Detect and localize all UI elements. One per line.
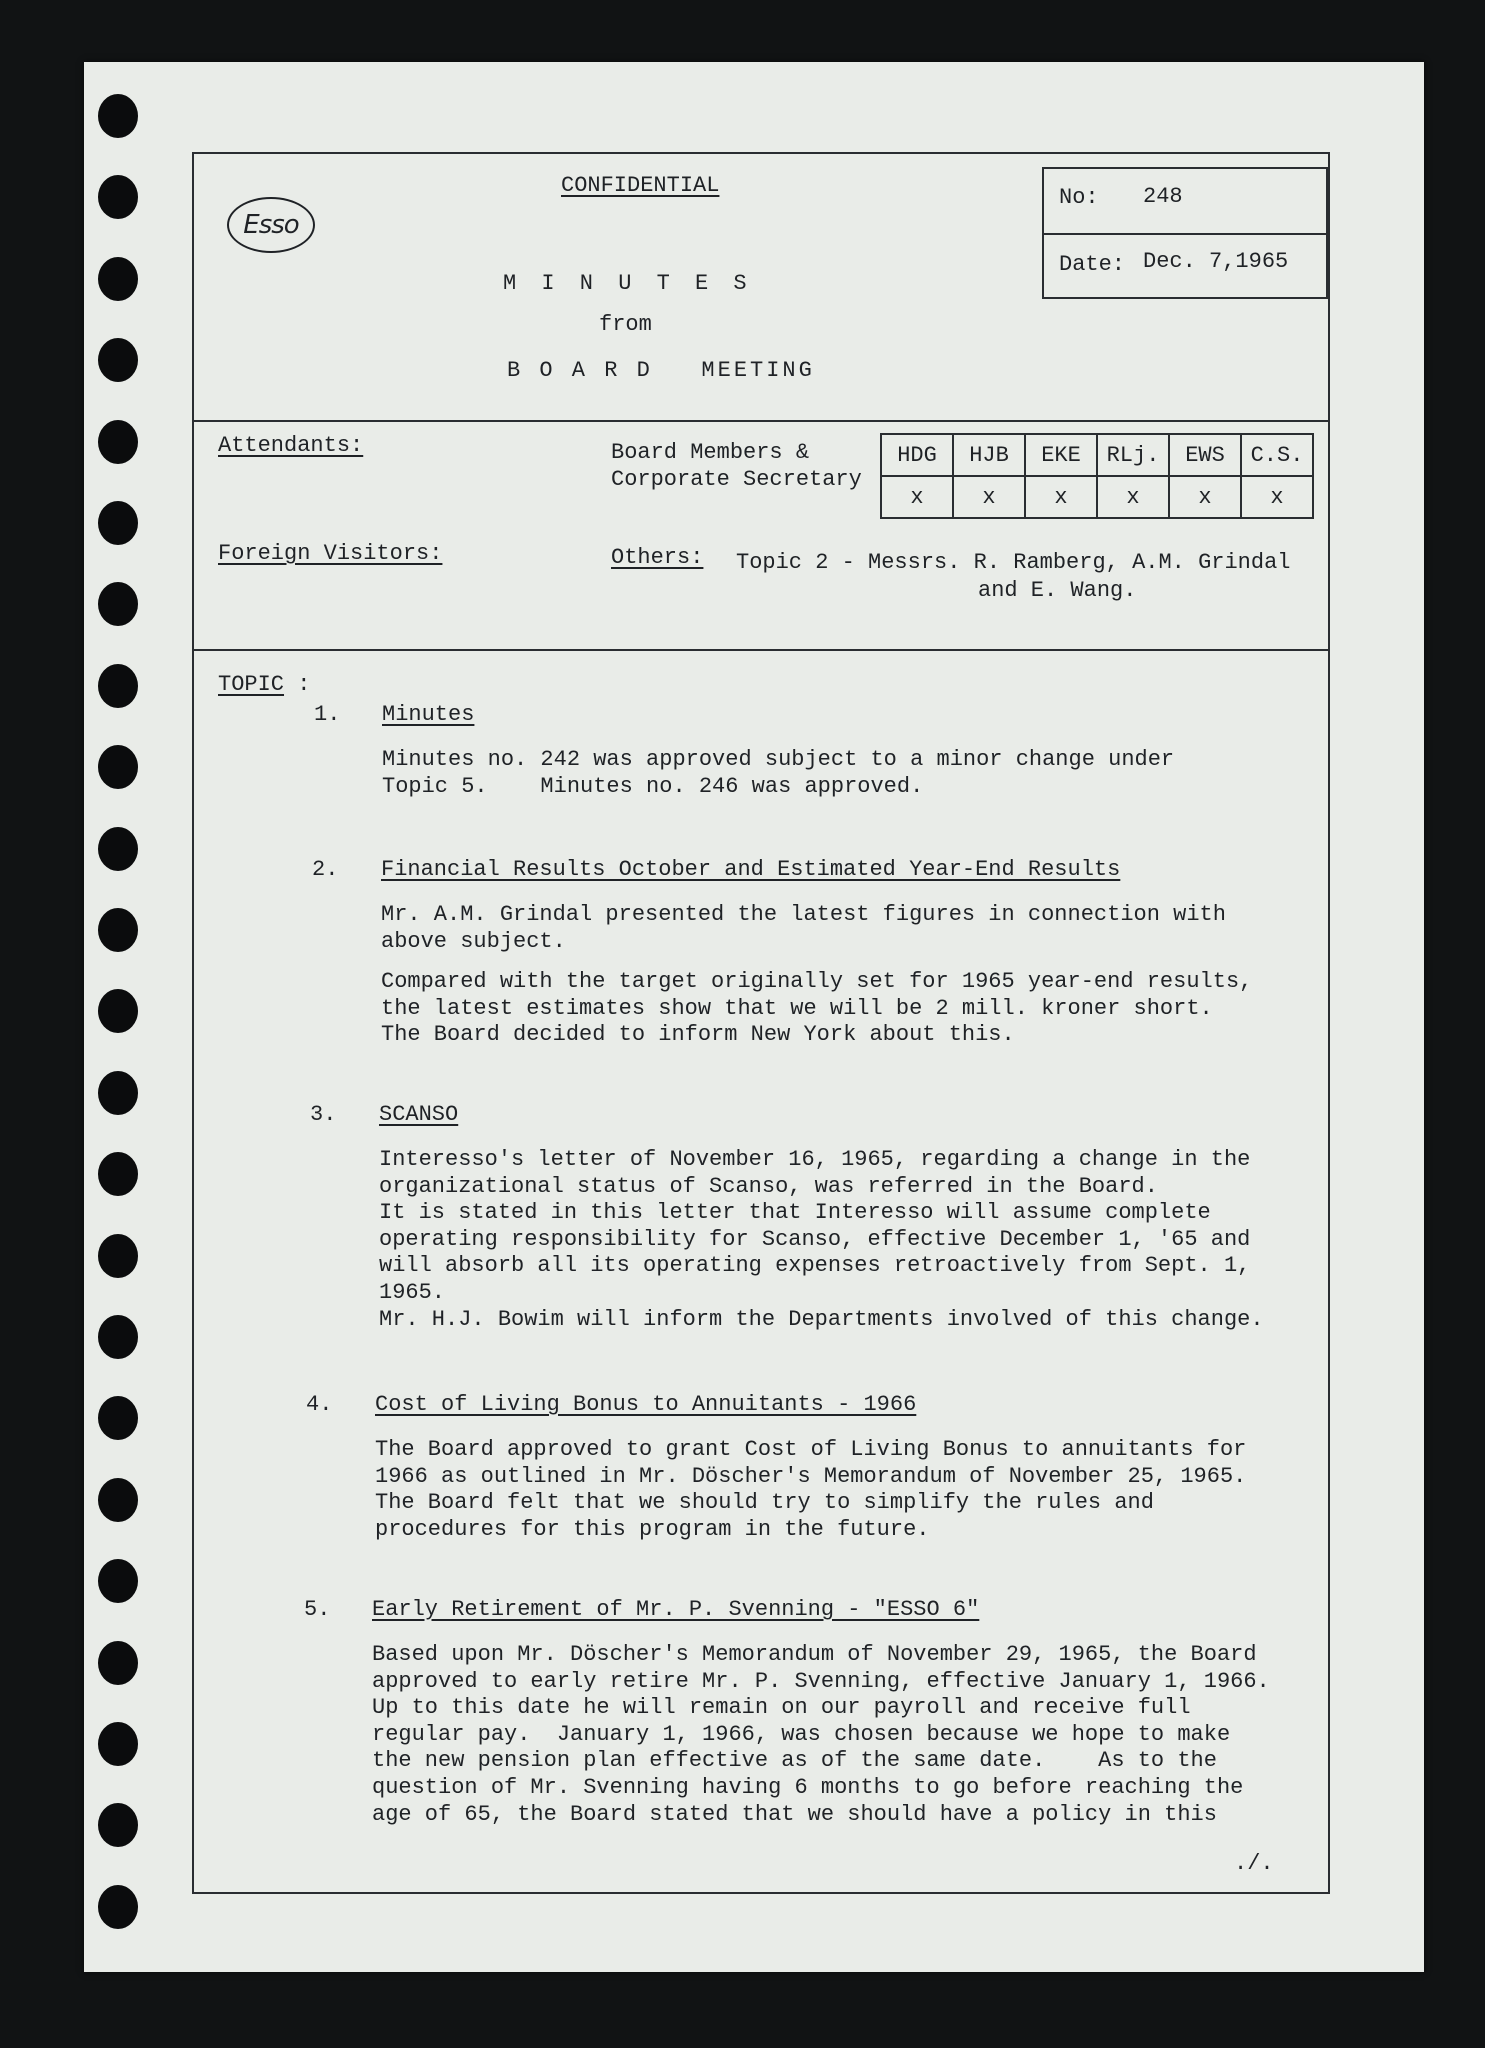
binder-hole — [98, 501, 138, 545]
foreign-visitors-label: Foreign Visitors: — [218, 541, 443, 566]
topic-text-line: Mr. H.J. Bowim will inform the Departments involved of this change. — [379, 1306, 1264, 1332]
attendance-mark: x — [1241, 476, 1313, 518]
topic-text-line: Based upon Mr. Döscher's Memorandum of November 29, 1965, the Board — [372, 1642, 1257, 1667]
attendance-mark: x — [1025, 476, 1097, 518]
topic-text-line: Topic 5. Minutes no. 246 was approved. — [382, 773, 924, 799]
binder-hole — [98, 94, 138, 138]
topic-text-line: approved to early retire Mr. P. Svenning, effective January 1, 1966. — [372, 1668, 1270, 1694]
date-label: Date: — [1059, 252, 1126, 277]
confidential-label: CONFIDENTIAL — [561, 173, 720, 198]
topic-text-line: above subject. — [381, 928, 566, 954]
binder-hole — [98, 1722, 138, 1766]
topic-title: Cost of Living Bonus to Annuitants - 1966 — [375, 1392, 917, 1417]
topic-text-line: The Board decided to inform New York about this. — [381, 1022, 1015, 1048]
binder-hole — [98, 1071, 138, 1115]
topic-text-line: question of Mr. Svenning having 6 months to go before reaching the — [372, 1775, 1244, 1800]
binder-hole — [98, 827, 138, 871]
member-initials: RLj. — [1097, 434, 1169, 476]
board-members-line2: Corporate Secretary — [611, 467, 862, 492]
member-initials: EKE — [1025, 434, 1097, 476]
topic-title: SCANSO — [379, 1102, 459, 1127]
binder-hole — [98, 1234, 138, 1278]
topic-text-line: will absorb all its operating expenses retroactively from Sept. 1, — [379, 1253, 1251, 1279]
topic-text-line: Mr. A.M. Grindal presented the latest figures in connection with — [381, 902, 1226, 927]
attendants-label: Attendants: — [218, 433, 364, 458]
topic-text-line: age of 65, the Board stated that we should have a policy in this — [372, 1801, 1217, 1827]
number-value: 248 — [1143, 184, 1183, 209]
topic-title: Financial Results October and Estimated Year-End Results — [381, 857, 1121, 882]
topic-text-line: The Board approved to grant Cost of Living Bonus to annuitants for — [375, 1437, 1247, 1462]
attendance-mark: x — [881, 476, 953, 518]
topic-text-line: organizational status of Scanso, was referred in the Board. — [379, 1173, 1158, 1199]
attendance-mark: x — [953, 476, 1025, 518]
board-members-line1: Board Members & — [611, 440, 810, 465]
topic-title: Minutes — [382, 702, 475, 727]
member-initials: HJB — [953, 434, 1025, 476]
esso-logo: Esso — [227, 197, 315, 253]
topic-text-line: 1966 as outlined in Mr. Döscher's Memorandum of November 25, 1965. — [375, 1463, 1247, 1489]
number-label: No: — [1059, 185, 1099, 210]
member-initials: EWS — [1169, 434, 1241, 476]
topic-number: 2. — [312, 857, 339, 882]
binder-hole — [98, 1315, 138, 1359]
date-value: Dec. 7,1965 — [1143, 249, 1289, 274]
topic-text-line: Up to this date he will remain on our payroll and receive full — [372, 1695, 1191, 1721]
topic-text-line: The Board felt that we should try to simplify the rules and — [375, 1490, 1154, 1516]
continuation-mark: ./. — [1234, 1851, 1274, 1876]
binder-hole — [98, 745, 138, 789]
topic-colon: : — [297, 672, 311, 697]
topic-number: 4. — [306, 1392, 333, 1417]
binder-hole — [98, 1641, 138, 1685]
binder-hole — [98, 908, 138, 952]
topic-text-line: the new pension plan effective as of the same date. As to the — [372, 1748, 1217, 1774]
member-initials: HDG — [881, 434, 953, 476]
topic-text-line: regular pay. January 1, 1966, was chosen because we hope to make — [372, 1721, 1231, 1747]
topic-text-line: 1965. — [379, 1280, 446, 1305]
title-from: from — [599, 312, 652, 337]
others-label: Others: — [611, 545, 704, 570]
topic-heading — [218, 672, 310, 698]
others-line2: and E. Wang. — [978, 578, 1137, 603]
topic-text-line: Minutes no. 242 was approved subject to a minor change under — [382, 747, 1175, 772]
binder-hole — [98, 257, 138, 301]
topic-title: Early Retirement of Mr. P. Svenning - "ESSO 6" — [372, 1597, 980, 1622]
topic-label: TOPIC — [218, 672, 285, 697]
binder-hole — [98, 664, 138, 708]
topic-number: 1. — [314, 702, 341, 727]
topic-number: 3. — [310, 1102, 337, 1127]
topic-text-line: the latest estimates show that we will be 2 mill. kroner short. — [381, 995, 1213, 1021]
others-line1: Topic 2 - Messrs. R. Ramberg, A.M. Grindal — [736, 550, 1291, 575]
title-minutes: M I N U T E S — [503, 271, 753, 296]
title-board-meeting: B O A R D MEETING — [507, 358, 815, 383]
binder-hole — [98, 338, 138, 382]
binder-hole — [98, 1478, 138, 1522]
attendance-mark: x — [1097, 476, 1169, 518]
topic-text-line: Compared with the target originally set for 1965 year-end results, — [381, 969, 1253, 995]
header-divider — [192, 420, 1330, 422]
binder-hole — [98, 1152, 138, 1196]
attendance-table — [880, 433, 1314, 519]
binder-hole — [98, 420, 138, 464]
binder-hole — [98, 1559, 138, 1603]
topic-text-line: Interesso's letter of November 16, 1965, regarding a change in the — [379, 1147, 1251, 1172]
attendance-mark: x — [1169, 476, 1241, 518]
topic-text-line: procedures for this program in the future. — [375, 1516, 930, 1542]
topic-text-line: operating responsibility for Scanso, effective December 1, '65 and — [379, 1226, 1251, 1252]
topic-text-line: It is stated in this letter that Interesso will assume complete — [379, 1200, 1211, 1226]
topic-number: 5. — [304, 1597, 331, 1622]
binder-hole — [98, 1885, 138, 1929]
member-initials: C.S. — [1241, 434, 1313, 476]
attendance-divider — [192, 649, 1330, 651]
